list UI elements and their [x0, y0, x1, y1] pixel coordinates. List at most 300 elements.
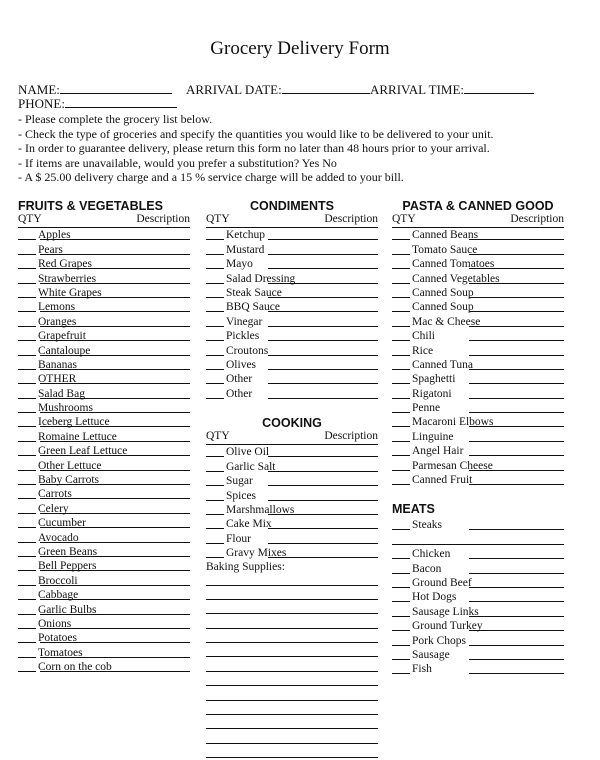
item-label: Cake Mix: [226, 518, 272, 531]
name-line[interactable]: [60, 82, 172, 94]
description-line[interactable]: [469, 355, 564, 356]
description-line[interactable]: [40, 642, 190, 643]
qty-blank[interactable]: [392, 470, 410, 471]
list-item[interactable]: [18, 530, 190, 544]
qty-blank[interactable]: [392, 383, 410, 384]
list-item[interactable]: [18, 545, 190, 559]
blank-line[interactable]: [206, 573, 378, 587]
list-item[interactable]: [392, 286, 564, 300]
list-item[interactable]: [18, 228, 190, 242]
description-line[interactable]: [469, 426, 564, 427]
description-line[interactable]: [40, 297, 190, 298]
description-line[interactable]: [392, 544, 564, 545]
qty-blank[interactable]: [392, 412, 410, 413]
item-label: Carrots: [38, 488, 72, 501]
qty-blank[interactable]: [206, 355, 224, 356]
description-line[interactable]: [469, 412, 564, 413]
blank-line[interactable]: [206, 588, 378, 602]
qty-blank[interactable]: [206, 528, 224, 529]
item-label: Tomato Sauce: [412, 243, 478, 256]
list-item[interactable]: [18, 386, 190, 400]
list-item[interactable]: [392, 358, 564, 372]
description-line[interactable]: [469, 573, 564, 574]
item-label: Marshmallows: [226, 503, 295, 516]
qty-blank[interactable]: [18, 542, 36, 543]
list-item[interactable]: [392, 662, 564, 676]
list-item[interactable]: [392, 604, 564, 618]
description-line[interactable]: [40, 412, 190, 413]
qty-blank[interactable]: [392, 297, 410, 298]
description-line[interactable]: [40, 398, 190, 399]
description-line[interactable]: [469, 484, 564, 485]
description-line[interactable]: [469, 673, 564, 674]
item-label: Salad Bag: [38, 387, 85, 400]
qty-blank[interactable]: [18, 599, 36, 600]
description-line[interactable]: [469, 645, 564, 646]
qty-blank[interactable]: [206, 456, 224, 457]
item-label: Tomatoes: [38, 646, 83, 659]
item-label: Gravy Mixes: [226, 547, 287, 560]
description-line[interactable]: [469, 630, 564, 631]
blank-line[interactable]: [206, 674, 378, 688]
description-line[interactable]: [268, 268, 378, 269]
description-line[interactable]: [40, 542, 190, 543]
list-item[interactable]: [18, 372, 190, 386]
qty-blank[interactable]: [18, 642, 36, 643]
list-item[interactable]: [392, 271, 564, 285]
item-label: Croutons: [226, 344, 269, 357]
description-line[interactable]: [268, 254, 378, 255]
list-item[interactable]: [392, 415, 564, 429]
list-item[interactable]: [392, 401, 564, 415]
list-item[interactable]: [392, 257, 564, 271]
item-label: Green Leaf Lettuce: [38, 445, 128, 458]
description-line[interactable]: [40, 239, 190, 240]
description-line[interactable]: [469, 239, 564, 240]
description-line[interactable]: [40, 311, 190, 312]
description-line[interactable]: [469, 326, 564, 327]
qty-blank[interactable]: [206, 543, 224, 544]
arrival-date-line[interactable]: [282, 82, 370, 94]
description-line[interactable]: [40, 369, 190, 370]
qty-blank[interactable]: [392, 398, 410, 399]
description-line[interactable]: [268, 528, 378, 529]
list-item[interactable]: [392, 547, 564, 561]
description-line[interactable]: [268, 500, 378, 501]
list-item[interactable]: [392, 429, 564, 443]
qty-blank[interactable]: [206, 239, 224, 240]
cooking-section: [206, 416, 378, 760]
qty-blank[interactable]: [206, 283, 224, 284]
description-line[interactable]: [268, 340, 378, 341]
item-label: Cucumber: [38, 517, 86, 530]
list-item[interactable]: [18, 660, 190, 674]
qty-blank[interactable]: [392, 355, 410, 356]
description-line[interactable]: [268, 471, 378, 472]
arrival-time-field[interactable]: [370, 82, 534, 98]
description-line[interactable]: [40, 570, 190, 571]
qty-blank[interactable]: [392, 455, 410, 456]
qty-blank[interactable]: [18, 527, 36, 528]
item-label: Avocado: [38, 531, 79, 544]
list-item[interactable]: [392, 343, 564, 357]
description-line[interactable]: [469, 254, 564, 255]
list-item[interactable]: [206, 503, 378, 517]
description-line[interactable]: [268, 485, 378, 486]
qty-blank[interactable]: [206, 297, 224, 298]
qty-blank[interactable]: [392, 441, 410, 442]
item-label: White Grapes: [38, 286, 102, 299]
list-item[interactable]: [18, 286, 190, 300]
item-label: Other Lettuce: [38, 459, 102, 472]
description-line[interactable]: [40, 484, 190, 485]
description-line[interactable]: [40, 283, 190, 284]
list-item[interactable]: [392, 458, 564, 472]
qty-blank[interactable]: [392, 645, 410, 646]
description-line[interactable]: [469, 558, 564, 559]
qty-blank[interactable]: [206, 557, 224, 558]
list-item[interactable]: [392, 532, 564, 546]
list-item[interactable]: [18, 631, 190, 645]
qty-blank[interactable]: [392, 587, 410, 588]
qty-blank[interactable]: [18, 369, 36, 370]
description-line[interactable]: [268, 557, 378, 558]
qty-blank[interactable]: [18, 470, 36, 471]
blank-line[interactable]: [206, 717, 378, 731]
list-item[interactable]: [392, 372, 564, 386]
description-line[interactable]: [40, 455, 190, 456]
qty-blank[interactable]: [206, 485, 224, 486]
qty-blank[interactable]: [18, 441, 36, 442]
list-item[interactable]: [392, 329, 564, 343]
qty-blank[interactable]: [206, 514, 224, 515]
list-item[interactable]: [18, 602, 190, 616]
qty-label: QTY: [206, 430, 230, 442]
description-line[interactable]: [268, 239, 378, 240]
qty-blank[interactable]: [392, 311, 410, 312]
item-list: [392, 518, 564, 676]
qty-blank[interactable]: [206, 326, 224, 327]
qty-blank[interactable]: [18, 585, 36, 586]
list-item[interactable]: [18, 559, 190, 573]
qty-blank[interactable]: [392, 601, 410, 602]
list-item[interactable]: [206, 314, 378, 328]
qty-blank[interactable]: [18, 326, 36, 327]
description-line[interactable]: [40, 671, 190, 672]
list-item[interactable]: [206, 286, 378, 300]
description-line[interactable]: [40, 470, 190, 471]
description-line[interactable]: [40, 599, 190, 600]
description-line[interactable]: [40, 585, 190, 586]
qty-blank[interactable]: [18, 383, 36, 384]
qty-blank[interactable]: [392, 426, 410, 427]
list-item[interactable]: [206, 474, 378, 488]
qty-blank[interactable]: [392, 659, 410, 660]
list-item[interactable]: [206, 459, 378, 473]
qty-blank[interactable]: [206, 500, 224, 501]
qty-blank[interactable]: [18, 283, 36, 284]
item-label: Fish: [412, 663, 432, 676]
description-line[interactable]: [268, 456, 378, 457]
list-item[interactable]: [206, 386, 378, 400]
item-label: Hot Dogs: [412, 591, 457, 604]
list-item[interactable]: [206, 445, 378, 459]
description-line[interactable]: [40, 556, 190, 557]
description-line[interactable]: [40, 441, 190, 442]
qty-blank[interactable]: [392, 340, 410, 341]
description-line[interactable]: [469, 340, 564, 341]
blank-line[interactable]: [206, 688, 378, 702]
qty-blank[interactable]: [392, 673, 410, 674]
list-item[interactable]: [18, 501, 190, 515]
list-item[interactable]: [206, 257, 378, 271]
list-item[interactable]: [392, 386, 564, 400]
list-item[interactable]: [206, 271, 378, 285]
list-item[interactable]: [206, 329, 378, 343]
qty-blank[interactable]: [392, 529, 410, 530]
qty-blank[interactable]: [18, 628, 36, 629]
qty-blank[interactable]: [18, 657, 36, 658]
description-line[interactable]: [469, 268, 564, 269]
description-line[interactable]: [268, 383, 378, 384]
list-item[interactable]: [18, 242, 190, 256]
list-item[interactable]: [18, 617, 190, 631]
qty-blank[interactable]: [392, 630, 410, 631]
qty-blank[interactable]: [392, 239, 410, 240]
item-label: Rice: [412, 344, 434, 357]
description-line[interactable]: [268, 398, 378, 399]
list-item[interactable]: [18, 401, 190, 415]
list-item[interactable]: [206, 242, 378, 256]
phone-line[interactable]: [65, 96, 177, 108]
qty-blank[interactable]: [206, 398, 224, 399]
qty-blank[interactable]: [206, 268, 224, 269]
list-item[interactable]: [392, 590, 564, 604]
section-title: COOKING: [262, 416, 322, 430]
column-header: [392, 213, 564, 228]
qty-blank[interactable]: [18, 254, 36, 255]
list-item[interactable]: [392, 633, 564, 647]
description-line[interactable]: [268, 326, 378, 327]
qty-blank[interactable]: [18, 340, 36, 341]
list-item[interactable]: [18, 487, 190, 501]
item-list: [18, 228, 190, 674]
list-item[interactable]: [18, 516, 190, 530]
description-line[interactable]: [469, 283, 564, 284]
qty-blank[interactable]: [206, 471, 224, 472]
list-item[interactable]: [206, 228, 378, 242]
description-line[interactable]: [469, 616, 564, 617]
list-item[interactable]: [392, 518, 564, 532]
qty-blank[interactable]: [206, 383, 224, 384]
description-line[interactable]: [40, 340, 190, 341]
description-line[interactable]: [469, 441, 564, 442]
item-label: Broccoli: [38, 574, 78, 587]
blank-line[interactable]: [206, 616, 378, 630]
qty-blank[interactable]: [18, 671, 36, 672]
qty-blank[interactable]: [18, 570, 36, 571]
qty-blank[interactable]: [18, 455, 36, 456]
blank-line[interactable]: [206, 746, 378, 760]
list-item[interactable]: [18, 271, 190, 285]
description-line[interactable]: [40, 254, 190, 255]
list-item[interactable]: [392, 314, 564, 328]
item-label: Spaghetti: [412, 373, 456, 386]
description-line[interactable]: [40, 527, 190, 528]
list-item[interactable]: [392, 576, 564, 590]
list-item[interactable]: [392, 619, 564, 633]
description-line[interactable]: [40, 498, 190, 499]
list-item[interactable]: [392, 561, 564, 575]
item-label: Bananas: [38, 358, 77, 371]
list-item[interactable]: [206, 531, 378, 545]
qty-blank[interactable]: [18, 398, 36, 399]
qty-blank[interactable]: [18, 239, 36, 240]
description-line[interactable]: [268, 543, 378, 544]
qty-blank[interactable]: [18, 556, 36, 557]
item-label: Other: [226, 373, 253, 386]
list-item[interactable]: [18, 314, 190, 328]
qty-blank[interactable]: [206, 340, 224, 341]
qty-blank[interactable]: [18, 513, 36, 514]
description-line[interactable]: [469, 455, 564, 456]
qty-blank[interactable]: [206, 369, 224, 370]
qty-blank[interactable]: [18, 614, 36, 615]
list-item[interactable]: [392, 300, 564, 314]
list-item[interactable]: [392, 473, 564, 487]
list-item[interactable]: [18, 257, 190, 271]
list-item[interactable]: [206, 546, 378, 560]
qty-blank[interactable]: [392, 283, 410, 284]
list-item[interactable]: [18, 573, 190, 587]
qty-blank[interactable]: [18, 484, 36, 485]
description-line[interactable]: [469, 297, 564, 298]
blank-line[interactable]: [206, 731, 378, 745]
list-item[interactable]: [18, 300, 190, 314]
description-line[interactable]: [469, 529, 564, 530]
qty-blank[interactable]: [392, 484, 410, 485]
blank-line[interactable]: [206, 659, 378, 673]
qty-blank[interactable]: [18, 412, 36, 413]
item-label: BBQ Sauce: [226, 301, 280, 314]
list-item[interactable]: [18, 444, 190, 458]
description-line[interactable]: [469, 398, 564, 399]
list-item[interactable]: [392, 228, 564, 242]
list-item[interactable]: [206, 358, 378, 372]
description-line[interactable]: [40, 513, 190, 514]
qty-blank[interactable]: [18, 426, 36, 427]
list-item[interactable]: [18, 358, 190, 372]
qty-blank[interactable]: [206, 254, 224, 255]
blank-line[interactable]: [206, 703, 378, 717]
description-line[interactable]: [268, 514, 378, 515]
item-label: Rigatoni: [412, 387, 452, 400]
item-label: Lemons: [38, 301, 76, 314]
qty-blank[interactable]: [18, 268, 36, 269]
description-line[interactable]: [40, 355, 190, 356]
arrival-date-field[interactable]: [186, 82, 370, 98]
description-line[interactable]: [40, 268, 190, 269]
description-line[interactable]: [268, 283, 378, 284]
list-item[interactable]: [18, 645, 190, 659]
arrival-time-line[interactable]: [464, 82, 534, 94]
list-item[interactable]: [206, 372, 378, 386]
item-label: Chicken: [412, 548, 451, 561]
qty-blank[interactable]: [18, 297, 36, 298]
description-label: Description: [324, 213, 378, 225]
qty-blank[interactable]: [392, 268, 410, 269]
qty-blank[interactable]: [18, 498, 36, 499]
qty-blank[interactable]: [392, 254, 410, 255]
list-item[interactable]: [392, 648, 564, 662]
list-item[interactable]: [18, 429, 190, 443]
blank-line[interactable]: [206, 631, 378, 645]
description-line[interactable]: [469, 587, 564, 588]
description-line[interactable]: [40, 628, 190, 629]
description-line[interactable]: [40, 657, 190, 658]
item-label: Chili: [412, 330, 436, 343]
item-label: Canned Vegetables: [412, 272, 500, 285]
description-line[interactable]: [40, 426, 190, 427]
qty-blank[interactable]: [392, 573, 410, 574]
qty-blank[interactable]: [392, 616, 410, 617]
description-line[interactable]: [40, 383, 190, 384]
blank-line[interactable]: [206, 645, 378, 659]
description-line[interactable]: [469, 311, 564, 312]
description-line[interactable]: [268, 311, 378, 312]
list-item[interactable]: [18, 588, 190, 602]
list-item[interactable]: [18, 473, 190, 487]
description-line[interactable]: [469, 369, 564, 370]
description-line[interactable]: [40, 614, 190, 615]
qty-blank[interactable]: [18, 355, 36, 356]
description-line[interactable]: [268, 297, 378, 298]
description-line[interactable]: [268, 369, 378, 370]
qty-blank[interactable]: [392, 326, 410, 327]
instruction-line: - A $ 25.00 delivery charge and a 15 % service charge will be added to your bill.: [18, 170, 404, 184]
baking-supplies-label: Baking Supplies:: [206, 561, 285, 574]
blank-line[interactable]: [206, 602, 378, 616]
qty-blank[interactable]: [392, 369, 410, 370]
description-line[interactable]: [469, 383, 564, 384]
qty-blank[interactable]: [206, 311, 224, 312]
description-line[interactable]: [268, 355, 378, 356]
item-label: Canned Tuna: [412, 358, 474, 371]
list-item[interactable]: [18, 415, 190, 429]
list-item[interactable]: [18, 458, 190, 472]
qty-blank[interactable]: [392, 558, 410, 559]
list-item[interactable]: [206, 300, 378, 314]
section-title: FRUITS & VEGETABLES: [18, 199, 163, 213]
list-item[interactable]: [206, 517, 378, 531]
arrival-time-label: ARRIVAL TIME:: [370, 82, 465, 97]
item-label: Bell Peppers: [38, 560, 97, 573]
list-item[interactable]: [392, 242, 564, 256]
list-item[interactable]: [18, 343, 190, 357]
item-label: Canned Beans: [412, 229, 479, 242]
list-item[interactable]: [392, 444, 564, 458]
description-line[interactable]: [40, 326, 190, 327]
phone-field[interactable]: [18, 96, 177, 112]
list-item[interactable]: [206, 488, 378, 502]
qty-blank[interactable]: [18, 311, 36, 312]
description-line[interactable]: [469, 601, 564, 602]
list-item[interactable]: [18, 329, 190, 343]
description-line[interactable]: [469, 470, 564, 471]
item-label: Cantaloupe: [38, 344, 91, 357]
list-item[interactable]: [206, 343, 378, 357]
description-line[interactable]: [469, 659, 564, 660]
